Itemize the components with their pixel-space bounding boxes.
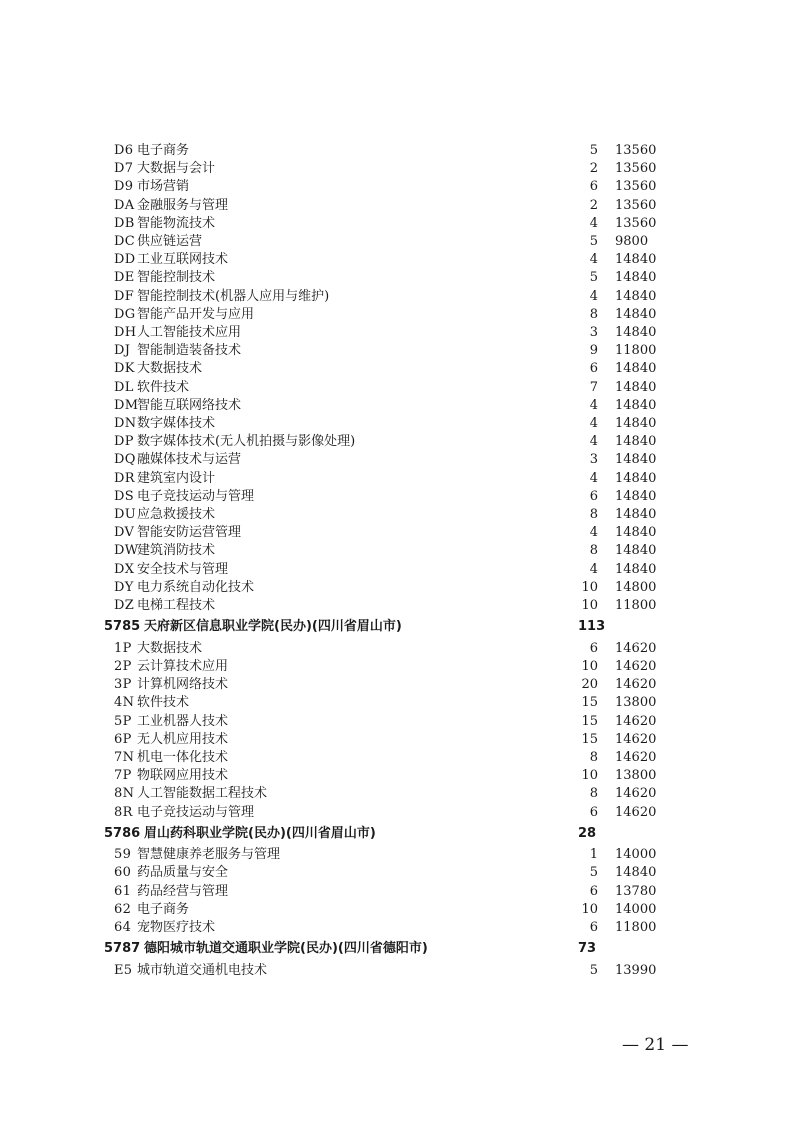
- program-code: 64: [114, 920, 132, 935]
- program-row: [0, 919, 800, 937]
- program-row: [0, 342, 800, 360]
- program-code: DH: [114, 325, 137, 340]
- program-row: [0, 962, 800, 980]
- plan-count: 2: [589, 161, 598, 177]
- plan-count: 6: [589, 640, 598, 656]
- program-name: 电子商务: [137, 901, 190, 917]
- school-header: [0, 940, 800, 958]
- program-code: DD: [114, 252, 136, 268]
- plan-count: 6: [589, 883, 598, 899]
- program-row: [0, 713, 800, 731]
- plan-count: 3: [589, 325, 598, 340]
- program-row: [0, 561, 800, 579]
- tuition-fee: 14840: [615, 507, 657, 522]
- program-code: DZ: [114, 598, 135, 613]
- plan-count: 6: [589, 179, 598, 195]
- program-name: 云计算技术应用: [137, 658, 229, 674]
- program-code: D7: [114, 161, 134, 177]
- plan-count: 15: [581, 731, 598, 747]
- tuition-fee: 14620: [615, 677, 657, 693]
- tuition-fee: 13990: [615, 962, 657, 978]
- program-name: 软件技术: [137, 695, 190, 711]
- program-code: DP: [114, 434, 134, 450]
- tuition-fee: 14840: [615, 434, 657, 450]
- tuition-fee: 14620: [615, 731, 657, 747]
- program-name: 城市轨道交通机电技术: [137, 962, 268, 978]
- tuition-fee: 14840: [615, 306, 657, 322]
- program-row: [0, 306, 800, 324]
- tuition-fee: 14840: [615, 561, 657, 577]
- tuition-fee: 9800: [615, 234, 649, 249]
- tuition-fee: 14840: [615, 379, 657, 395]
- program-code: 8R: [114, 804, 133, 820]
- program-code: D6: [114, 143, 134, 158]
- tuition-fee: 11800: [615, 920, 657, 935]
- program-name: 药品质量与安全: [137, 865, 229, 881]
- tuition-fee: 13780: [615, 883, 657, 899]
- plan-count: 8: [589, 749, 598, 765]
- tuition-fee: 14840: [615, 397, 657, 413]
- tuition-fee: 14000: [615, 847, 657, 863]
- plan-count: 5: [589, 270, 598, 286]
- tuition-fee: 14800: [615, 579, 657, 595]
- program-row: [0, 804, 800, 822]
- program-row: [0, 883, 800, 901]
- program-row: [0, 288, 800, 306]
- program-name: 人工智能数据工程技术: [137, 786, 268, 802]
- tuition-fee: 14840: [615, 452, 657, 468]
- plan-count: 10: [581, 768, 598, 784]
- tuition-fee: 14840: [615, 488, 657, 504]
- program-name: 市场营销: [137, 179, 190, 195]
- program-row: [0, 579, 800, 597]
- plan-count: 2: [589, 197, 598, 213]
- plan-count: 4: [589, 470, 598, 486]
- program-row: [0, 694, 800, 712]
- school-code: 5786: [104, 825, 141, 841]
- tuition-fee: 13560: [615, 179, 657, 195]
- program-row: [0, 433, 800, 451]
- program-row: [0, 506, 800, 524]
- plan-count: 6: [589, 804, 598, 820]
- plan-count: 10: [581, 579, 598, 595]
- school-total: 113: [578, 619, 606, 635]
- program-code: 62: [114, 901, 132, 917]
- tuition-fee: 14840: [615, 270, 657, 286]
- program-row: [0, 451, 800, 469]
- program-code: 3P: [114, 677, 132, 693]
- program-name: 智能互联网络技术: [137, 397, 242, 413]
- tuition-fee: 14840: [615, 416, 657, 431]
- program-code: 6P: [114, 731, 132, 747]
- program-code: DW: [114, 543, 139, 559]
- program-name: 药品经营与管理: [137, 883, 229, 899]
- program-row: [0, 197, 800, 215]
- plan-count: 5: [589, 865, 598, 881]
- school-code: 5785: [104, 619, 141, 635]
- program-code: DN: [114, 416, 137, 431]
- page-number: — 21 —: [622, 1035, 689, 1055]
- tuition-fee: 13560: [615, 161, 657, 177]
- program-code: DF: [114, 288, 135, 304]
- program-row: [0, 785, 800, 803]
- program-row: [0, 215, 800, 233]
- program-code: 7P: [114, 768, 132, 784]
- program-name: 电梯工程技术: [137, 598, 216, 613]
- program-row: [0, 658, 800, 676]
- program-name: 宠物医疗技术: [137, 920, 216, 935]
- plan-count: 4: [589, 416, 598, 431]
- tuition-fee: 14620: [615, 640, 657, 656]
- plan-count: 15: [581, 713, 598, 729]
- tuition-fee: 14840: [615, 361, 657, 377]
- plan-count: 4: [589, 561, 598, 577]
- plan-count: 5: [589, 143, 598, 158]
- plan-count: 10: [581, 901, 598, 917]
- program-code: 2P: [114, 658, 132, 674]
- plan-count: 4: [589, 215, 598, 231]
- program-code: DJ: [114, 343, 131, 359]
- plan-count: 20: [581, 677, 598, 693]
- program-name: 数字媒体技术(无人机拍摄与影像处理): [137, 434, 356, 450]
- program-row: [0, 269, 800, 287]
- school-total: 28: [578, 825, 597, 841]
- program-row: [0, 767, 800, 785]
- program-row: [0, 731, 800, 749]
- program-name: 智能制造装备技术: [137, 343, 242, 359]
- program-code: DE: [114, 270, 135, 286]
- plan-count: 4: [589, 525, 598, 541]
- plan-count: 8: [589, 507, 598, 522]
- program-row: [0, 597, 800, 615]
- plan-count: 3: [589, 452, 598, 468]
- tuition-fee: 13560: [615, 215, 657, 231]
- program-code: DA: [114, 197, 135, 213]
- school-name: 天府新区信息职业学院(民办)(四川省眉山市): [144, 619, 402, 635]
- program-name: 计算机网络技术: [137, 677, 229, 693]
- program-name: 工业机器人技术: [137, 713, 229, 729]
- program-name: 大数据技术: [137, 640, 203, 656]
- program-row: [0, 488, 800, 506]
- program-row: [0, 864, 800, 882]
- program-name: 人工智能技术应用: [137, 325, 242, 340]
- plan-count: 8: [589, 543, 598, 559]
- plan-count: 5: [589, 234, 598, 249]
- program-name: 机电一体化技术: [137, 749, 229, 765]
- program-name: 供应链运营: [137, 234, 203, 249]
- tuition-fee: 14620: [615, 658, 657, 674]
- program-name: 大数据与会计: [137, 161, 216, 177]
- program-code: DB: [114, 215, 135, 231]
- tuition-fee: 14840: [615, 543, 657, 559]
- tuition-fee: 13800: [615, 695, 657, 711]
- program-code: DX: [114, 561, 135, 577]
- school-code: 5787: [104, 941, 141, 957]
- program-row: [0, 251, 800, 269]
- tuition-fee: 13800: [615, 768, 657, 784]
- tuition-fee: 14620: [615, 786, 657, 802]
- tuition-fee: 14620: [615, 804, 657, 820]
- program-row: [0, 360, 800, 378]
- program-name: 大数据技术: [137, 361, 203, 377]
- plan-count: 8: [589, 306, 598, 322]
- program-name: 电子商务: [137, 143, 190, 158]
- program-code: DL: [114, 379, 134, 395]
- tuition-fee: 14620: [615, 749, 657, 765]
- program-row: [0, 397, 800, 415]
- school-header: [0, 825, 800, 843]
- program-row: [0, 470, 800, 488]
- tuition-fee: 13560: [615, 143, 657, 158]
- program-row: [0, 749, 800, 767]
- program-code: 61: [114, 883, 132, 899]
- program-code: DC: [114, 234, 135, 249]
- program-name: 建筑室内设计: [137, 470, 216, 486]
- tuition-fee: 11800: [615, 343, 657, 359]
- program-row: [0, 901, 800, 919]
- program-code: 59: [114, 847, 132, 863]
- program-code: E5: [114, 962, 133, 978]
- tuition-fee: 14840: [615, 470, 657, 486]
- plan-count: 15: [581, 695, 598, 711]
- program-row: [0, 542, 800, 560]
- plan-count: 8: [589, 786, 598, 802]
- program-row: [0, 415, 800, 433]
- program-row: [0, 379, 800, 397]
- program-row: [0, 324, 800, 342]
- school-name: 眉山药科职业学院(民办)(四川省眉山市): [144, 825, 376, 841]
- plan-count: 4: [589, 397, 598, 413]
- program-name: 智能控制技术: [137, 270, 216, 286]
- program-code: DY: [114, 579, 134, 595]
- tuition-fee: 14000: [615, 901, 657, 917]
- program-name: 金融服务与管理: [137, 197, 229, 213]
- program-code: DK: [114, 361, 135, 377]
- program-code: D9: [114, 179, 134, 195]
- program-name: 安全技术与管理: [137, 561, 229, 577]
- program-name: 智能安防运营管理: [137, 525, 242, 541]
- plan-count: 4: [589, 288, 598, 304]
- tuition-fee: 14840: [615, 325, 657, 340]
- plan-count: 9: [589, 343, 598, 359]
- tuition-fee: 14840: [615, 252, 657, 268]
- school-total: 73: [578, 941, 597, 957]
- program-name: 智能产品开发与应用: [137, 306, 255, 322]
- tuition-fee: 14840: [615, 288, 657, 304]
- school-name: 德阳城市轨道交通职业学院(民办)(四川省德阳市): [144, 941, 428, 957]
- plan-count: 7: [589, 379, 598, 395]
- program-row: [0, 676, 800, 694]
- program-name: 应急救援技术: [137, 507, 216, 522]
- plan-count: 1: [589, 847, 598, 863]
- program-code: 7N: [114, 749, 135, 765]
- plan-count: 4: [589, 434, 598, 450]
- tuition-fee: 14840: [615, 525, 657, 541]
- program-name: 电子竞技运动与管理: [137, 488, 255, 504]
- tuition-fee: 11800: [615, 598, 657, 613]
- program-row: [0, 178, 800, 196]
- program-code: 8N: [114, 786, 135, 802]
- plan-count: 10: [581, 598, 598, 613]
- plan-count: 6: [589, 488, 598, 504]
- program-name: 融媒体技术与运营: [137, 452, 242, 468]
- program-name: 智能控制技术(机器人应用与维护): [137, 288, 330, 304]
- program-row: [0, 233, 800, 251]
- program-name: 物联网应用技术: [137, 768, 229, 784]
- program-code: 5P: [114, 713, 132, 729]
- program-row: [0, 524, 800, 542]
- school-header: [0, 618, 800, 636]
- program-name: 软件技术: [137, 379, 190, 395]
- plan-count: 6: [589, 361, 598, 377]
- plan-count: 6: [589, 920, 598, 935]
- program-code: 1P: [114, 640, 132, 656]
- program-row: [0, 142, 800, 160]
- program-code: DM: [114, 397, 139, 413]
- program-code: DG: [114, 306, 136, 322]
- tuition-fee: 14620: [615, 713, 657, 729]
- program-code: DV: [114, 525, 135, 541]
- tuition-fee: 13560: [615, 197, 657, 213]
- program-row: [0, 640, 800, 658]
- program-name: 电力系统自动化技术: [137, 579, 255, 595]
- program-name: 建筑消防技术: [137, 543, 216, 559]
- program-code: DQ: [114, 452, 136, 468]
- program-name: 工业互联网技术: [137, 252, 229, 268]
- program-code: DR: [114, 470, 135, 486]
- program-name: 智能物流技术: [137, 215, 216, 231]
- program-code: 4N: [114, 695, 135, 711]
- plan-count: 4: [589, 252, 598, 268]
- program-name: 无人机应用技术: [137, 731, 229, 747]
- plan-count: 5: [589, 962, 598, 978]
- program-name: 数字媒体技术: [137, 416, 216, 431]
- program-code: 60: [114, 865, 132, 881]
- program-name: 智慧健康养老服务与管理: [137, 847, 281, 863]
- program-row: [0, 846, 800, 864]
- program-name: 电子竞技运动与管理: [137, 804, 255, 820]
- program-row: [0, 160, 800, 178]
- program-code: DS: [114, 488, 134, 504]
- program-code: DU: [114, 507, 136, 522]
- plan-count: 10: [581, 658, 598, 674]
- tuition-fee: 14840: [615, 865, 657, 881]
